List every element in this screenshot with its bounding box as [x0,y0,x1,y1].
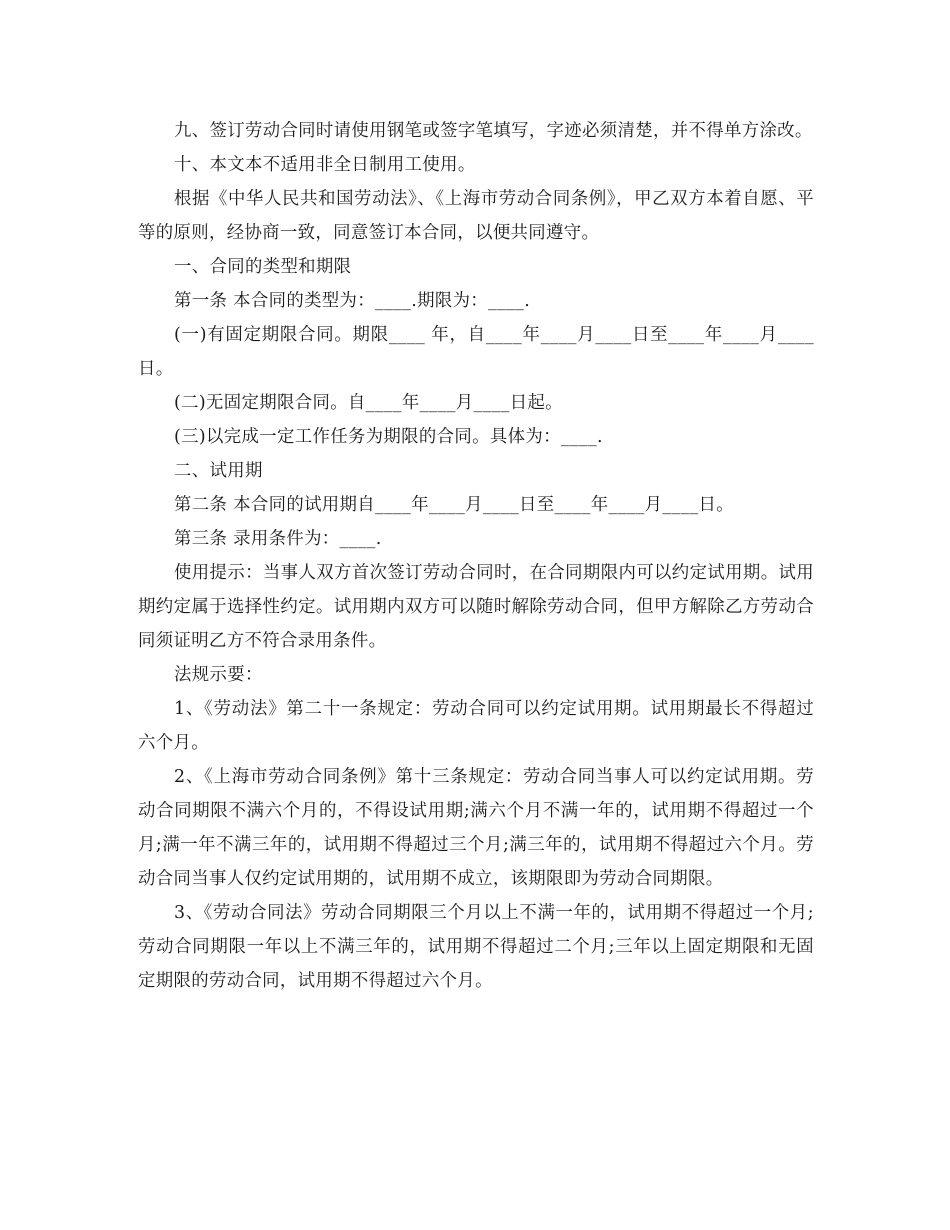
article-2: 第二条 本合同的试用期自____年____月____日至____年____月____日。 [174,495,735,515]
paragraph-item-10: 十、本文本不适用非全日制用工使用。 [174,155,476,175]
regulation-1: 1、《劳动法》第二十一条规定：劳动合同可以约定试用期。试用期最长不得超过六个月。 [138,699,814,753]
document-body [138,114,814,998]
regulation-3: 3、《劳动合同法》劳动合同期限三个月以上不满一年的，试用期不得超过一个月;劳动合同期限一年以上不满三年的，试用期不得超过二个月;三年以上固定期限和无固定期限的劳动合同，试用期不得超过六个月。 [138,903,814,991]
paragraph-item-9: 九、签订劳动合同时请使用钢笔或签字笔填写，字迹必须清楚，并不得单方涂改。 [174,121,813,141]
article-1-option-1: (一)有固定期限合同。期限____ 年，自____年____月____日至____年____月____日。 [138,325,814,379]
section-heading-contract-type: 一、合同的类型和期限 [174,257,352,277]
article-3: 第三条 录用条件为：____. [174,529,382,549]
article-1: 第一条 本合同的类型为：____.期限为：____. [174,291,531,311]
usage-tip: 使用提示：当事人双方首次签订劳动合同时，在合同期限内可以约定试用期。试用期约定属于选择性约定。试用期内双方可以随时解除劳动合同，但甲方解除乙方劳动合同须证明乙方不符合录用条件。 [138,563,814,651]
article-1-option-3: (三)以完成一定工作任务为期限的合同。具体为：____. [174,427,603,447]
section-heading-probation: 二、试用期 [174,461,263,481]
regulations-heading: 法规示要： [174,665,263,685]
regulation-2: 2、《上海市劳动合同条例》第十三条规定：劳动合同当事人可以约定试用期。劳动合同期限不满六个月的，不得设试用期;满六个月不满一年的，试用期不得超过一个月;满一年不满三年的，试用期不得超过三个月;满三年的，试用期不得超过六个月。劳动合同当事人仅约定试用期的，试用期不成立，该期限即为劳动合同期限。 [138,767,814,889]
article-1-option-2: (二)无固定期限合同。自____年____月____日起。 [174,393,563,413]
paragraph-legal-basis: 根据《中华人民共和国劳动法》、《上海市劳动合同条例》，甲乙双方本着自愿、平等的原则，经协商一致，同意签订本合同，以便共同遵守。 [138,189,814,243]
